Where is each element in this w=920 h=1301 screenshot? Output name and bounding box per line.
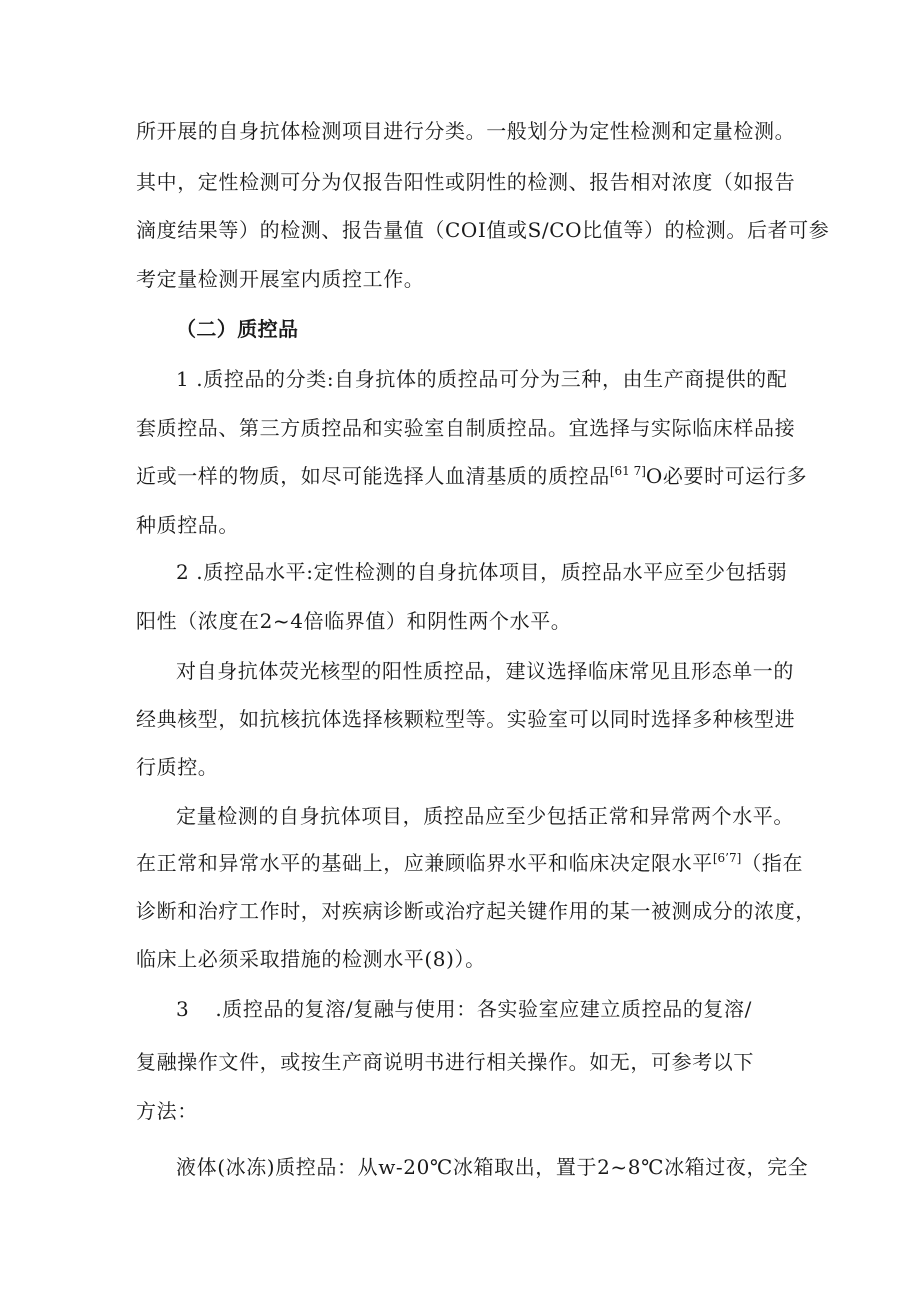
text-fragment: .质控品的复溶/复融与使用：各实验室应建立质控品的复溶/ — [215, 997, 752, 1021]
paragraph-line: 定量检测的自身抗体项目，质控品应至少包括正常和异常两个水平。 — [176, 804, 794, 828]
text-fragment: O必要时可运行多 — [645, 464, 808, 488]
item-3-line: 复融操作文件，或按生产商说明书进行相关操作。如无，可参考以下 — [136, 1050, 754, 1074]
text-fragment: 在正常和异常水平的基础上，应兼顾临界水平和临床决定限水平 — [136, 851, 713, 875]
paragraph-line: 滴度结果等）的检测、报告量值（COI值或S/CO比值等）的检测。后者可参 — [136, 218, 830, 242]
paragraph-line: 诊断和治疗工作时，对疾病诊断或治疗起关键作用的某一被测成分的浓度， — [136, 899, 816, 923]
item-1-line: 1 .质控品的分类:自身抗体的质控品可分为三种，由生产商提供的配 — [176, 367, 788, 391]
paragraph-line: 考定量检测开展室内质控工作。 — [136, 267, 425, 291]
text-fragment: （指在 — [741, 851, 804, 875]
item-3-line: 方法： — [136, 1099, 198, 1123]
paragraph-line: 所开展的自身抗体检测项目进行分类。一般划分为定性检测和定量检测。 — [136, 119, 796, 143]
paragraph-line: 临床上必须采取措施的检测水平(8)）。 — [136, 947, 486, 971]
section-heading: （二）质控品 — [176, 317, 299, 341]
item-2-line: 2 .质控品水平:定性检测的自身抗体项目，质控品水平应至少包括弱 — [176, 560, 788, 584]
item-2-line: 阳性（浓度在2~4倍临界值）和阴性两个水平。 — [136, 609, 572, 633]
item-1-line-with-citation — [136, 463, 807, 489]
paragraph-line: 对自身抗体荧光核型的阳性质控品，建议选择临床常见且形态单一的 — [176, 659, 794, 683]
item-number: 3 — [176, 997, 190, 1021]
paragraph-line: 其中，定性检测可分为仅报告阳性或阴性的检测、报告相对浓度（如报告 — [136, 170, 796, 194]
citation: [6’7] — [712, 851, 742, 865]
paragraph-line: 经典核型，如抗核抗体选择核颗粒型等。实验室可以同时选择多种核型进 — [136, 707, 796, 731]
paragraph-line: 行质控。 — [136, 755, 219, 779]
paragraph-line-with-citation — [136, 850, 803, 876]
item-3-line — [176, 996, 752, 1022]
item-1-line: 种质控品。 — [136, 513, 239, 537]
citation: [61 7] — [609, 464, 646, 478]
text-fragment: 近或一样的物质，如尽可能选择人血清基质的质控品 — [136, 464, 610, 488]
item-1-line: 套质控品、第三方质控品和实验室自制质控品。宜选择与实际临床样品接 — [136, 416, 796, 440]
paragraph-line: 液体(冰冻)质控品：从w-20℃冰箱取出，置于2~8℃冰箱过夜，完全 — [176, 1155, 809, 1179]
